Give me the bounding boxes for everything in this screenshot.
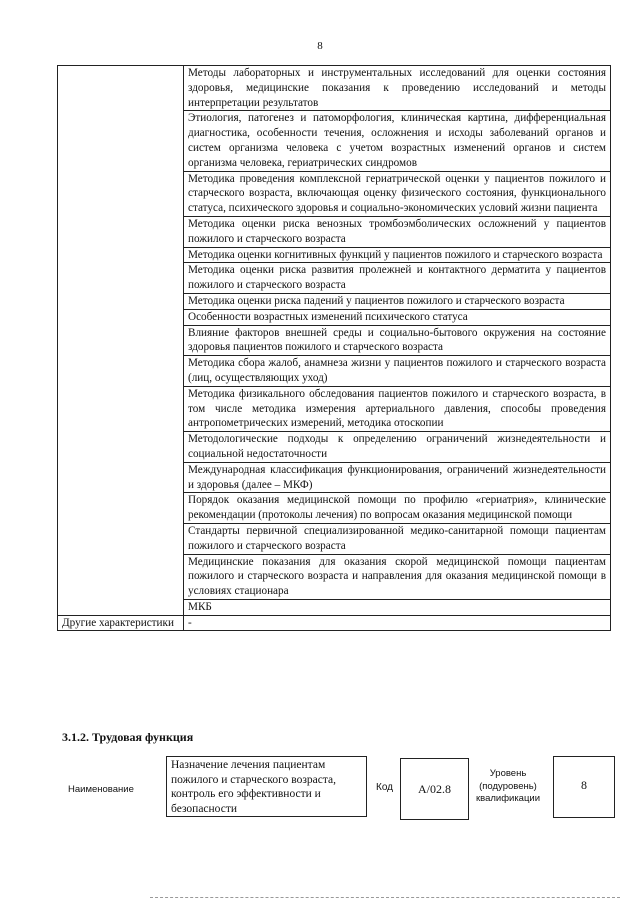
- knowledge-item: Порядок оказания медицинской помощи по профилю «гериатрия», клинические рекомендации (протоколы лечения) по вопросам оказания медицинской помощи: [184, 493, 611, 524]
- section-title: 3.1.2. Трудовая функция: [62, 730, 194, 744]
- knowledge-table: [57, 65, 611, 631]
- knowledge-item: Методика оценки риска развития пролежней и контактного дерматита у пациентов пожилого и старческого возраста: [184, 263, 611, 294]
- knowledge-item: Методика оценки риска венозных тромбоэмболических осложнений у пациентов пожилого и старческого возраста: [184, 216, 611, 247]
- knowledge-item: Международная классификация функционирования, ограничений жизнедеятельности и здоровья (далее – МКФ): [184, 462, 611, 493]
- knowledge-item: Особенности возрастных изменений психического статуса: [184, 309, 611, 325]
- other-characteristics-label: Другие характеристики: [58, 615, 184, 631]
- table-row: [58, 66, 611, 111]
- function-code-box: А/02.8: [400, 758, 469, 820]
- name-label: Наименование: [68, 784, 134, 795]
- page-bottom-edge: [150, 897, 620, 898]
- other-characteristics-value: -: [184, 615, 611, 631]
- knowledge-item: Этиология, патогенез и патоморфология, клиническая картина, дифференциальная диагностика, особенности течения, осложнения и исходы заболеваний органов и систем организма человека с учетом возрастных изменений органов и систем организма человека, гериатрических синдромов: [184, 111, 611, 171]
- level-value-box: 8: [553, 756, 615, 818]
- knowledge-item: Методика сбора жалоб, анамнеза жизни у пациентов пожилого и старческого возраста (лиц, осуществляющих уход): [184, 356, 611, 387]
- knowledge-item: Методика оценки когнитивных функций у пациентов пожилого и старческого возраста: [184, 247, 611, 263]
- knowledge-item: Методологические подходы к определению ограничений жизнедеятельности и социальной недостаточности: [184, 432, 611, 463]
- code-label: Код: [376, 782, 394, 793]
- row-label-empty: [58, 66, 184, 616]
- knowledge-item: Методы лабораторных и инструментальных исследований для оценки состояния здоровья, медицинские показания к проведению исследований и методы интерпретации результатов: [184, 66, 611, 111]
- knowledge-item: Методика физикального обследования пациентов пожилого и старческого возраста, в том числе методика измерения артериального давления, способы проведения антропометрических измерений, методика отоскопии: [184, 386, 611, 431]
- level-label: Уровень (подуровень) квалификации: [475, 768, 541, 804]
- knowledge-item: Стандарты первичной специализированной медико-санитарной помощи пациентам пожилого и старческого возраста: [184, 523, 611, 554]
- table-row-other: [58, 615, 611, 631]
- knowledge-item: Влияние факторов внешней среды и социально-бытового окружения на состояние здоровья пациентов пожилого и старческого возраста: [184, 325, 611, 356]
- knowledge-item: Методика проведения комплексной гериатрической оценки у пациентов пожилого и старческого возраста, включающая оценку физического состояния, функционального статуса, психического здоровья и социально-экономических условий жизни пациента: [184, 171, 611, 216]
- knowledge-item: Методика оценки риска падений у пациентов пожилого и старческого возраста: [184, 293, 611, 309]
- knowledge-item: Медицинские показания для оказания скорой медицинской помощи пациентам пожилого и старческого возраста и направления для оказания медицинской помощи в условиях стационара: [184, 554, 611, 599]
- page-number: 8: [317, 40, 323, 52]
- knowledge-item: МКБ: [184, 599, 611, 615]
- function-name-box: Назначение лечения пациентам пожилого и старческого возраста, контроль его эффективности и безопасности: [166, 756, 367, 817]
